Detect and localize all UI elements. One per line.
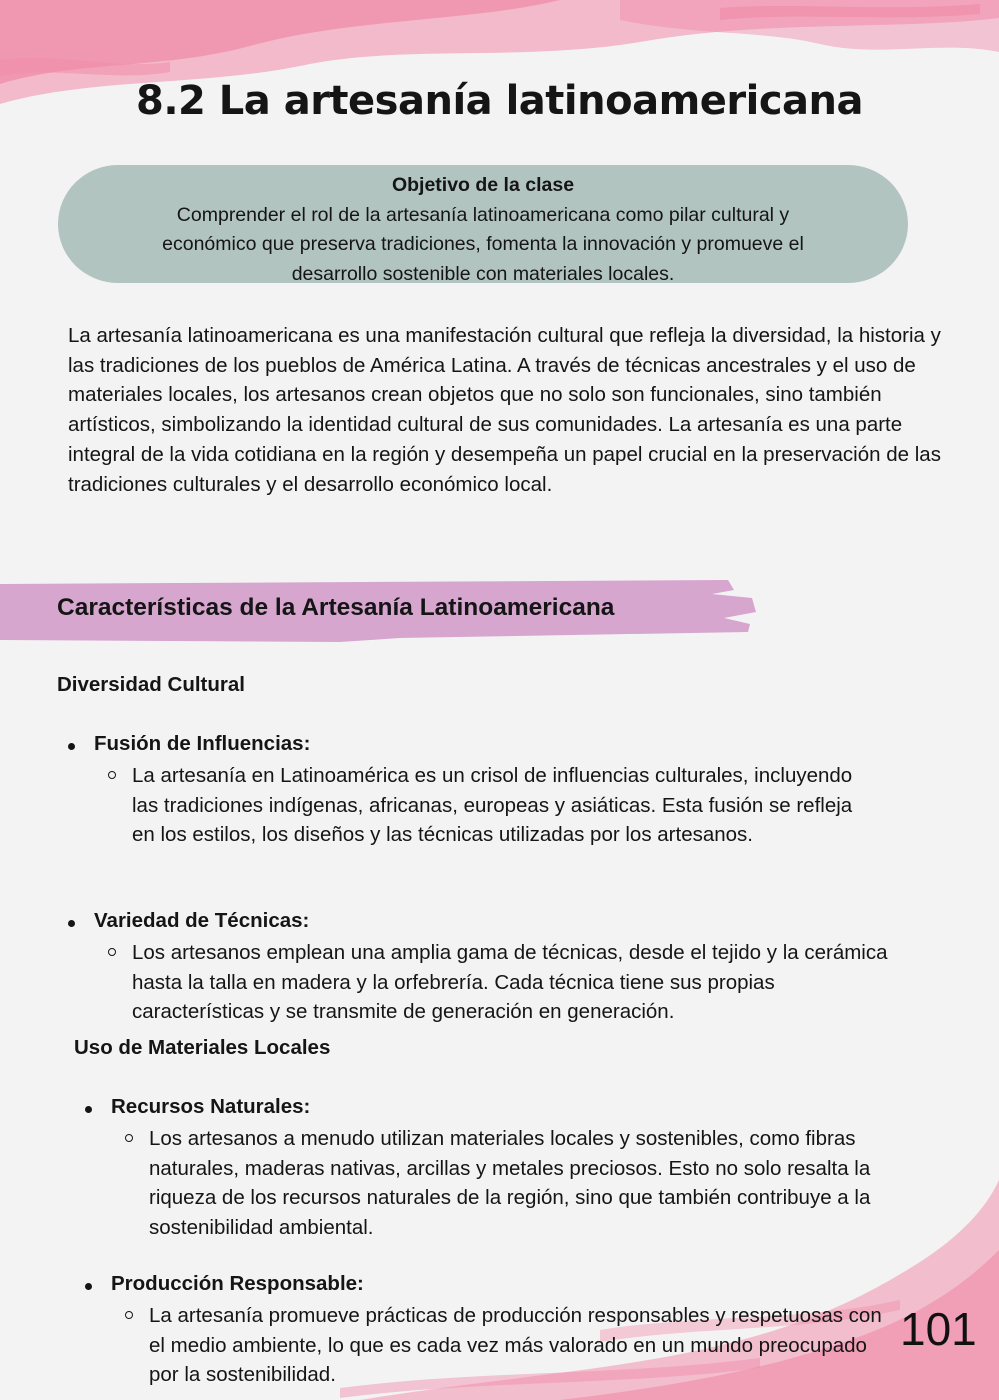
subheading-uso-materiales-locales: Uso de Materiales Locales	[74, 1036, 331, 1059]
page-title: 8.2 La artesanía latinoamericana	[136, 78, 863, 124]
sub-bullet-variedad-text: Los artesanos emplean una amplia gama de técnicas, desde el tejido y la cerámica hasta la talla en madera y la orfebrería. Cada técnica tiene sus propias características y se transmite de generación en generación.	[132, 938, 902, 1027]
bullet-variedad-de-tecnicas: Variedad de Técnicas:	[94, 909, 310, 932]
intro-paragraph: La artesanía latinoamericana es una manifestación cultural que refleja la diversidad, la historia y las tradiciones de los pueblos de América Latina. A través de técnicas ancestrales y el uso de materiales locales, los artesanos crean objetos que no solo son funcionales, sino también artísticos, simbolizando la identidad cultural de sus comunidades. La artesanía es una parte integral de la vida cotidiana en la región y desempeña un papel crucial en la preservación de las tradiciones culturales y el desarrollo económico local.	[68, 324, 941, 496]
sub-bullet-produccion-text: La artesanía promueve prácticas de producción responsables y respetuosas con el medio ambiente, lo que es cada vez más valorado en un mundo preocupado por la sostenibilidad.	[149, 1301, 899, 1390]
page-number: 101	[900, 1303, 977, 1355]
objective-box	[58, 165, 908, 283]
section-title: Características de la Artesanía Latinoamericana	[57, 594, 615, 621]
sub-bullet-fusion-text: La artesanía en Latinoamérica es un crisol de influencias culturales, incluyendo las tradiciones indígenas, africanas, europeas y asiáticas. Esta fusión se refleja en los estilos, los diseños y las técnicas utilizadas por los artesanos.	[132, 761, 872, 850]
objective-heading: Objetivo de la clase	[391, 174, 575, 196]
objective-line: Comprender el rol de la artesanía latinoamericana como pilar cultural y	[176, 203, 790, 226]
bullet-produccion-responsable: Producción Responsable:	[111, 1272, 364, 1295]
subheading-diversidad-cultural: Diversidad Cultural	[57, 673, 245, 696]
bullet-recursos-naturales: Recursos Naturales:	[111, 1095, 311, 1118]
objective-line: desarrollo sostenible con materiales locales.	[291, 262, 675, 285]
bullet-fusion-de-influencias: Fusión de Influencias:	[94, 732, 311, 755]
sub-bullet-recursos-text: Los artesanos a menudo utilizan materiales locales y sostenibles, como fibras naturales, maderas nativas, arcillas y metales preciosos. Esto no solo resalta la riqueza de los recursos naturales de la región, sino que también contribuye a la sostenibilidad ambiental.	[149, 1124, 934, 1243]
objective-line: económico que preserva tradiciones, fomenta la innovación y promueve el	[162, 233, 804, 255]
